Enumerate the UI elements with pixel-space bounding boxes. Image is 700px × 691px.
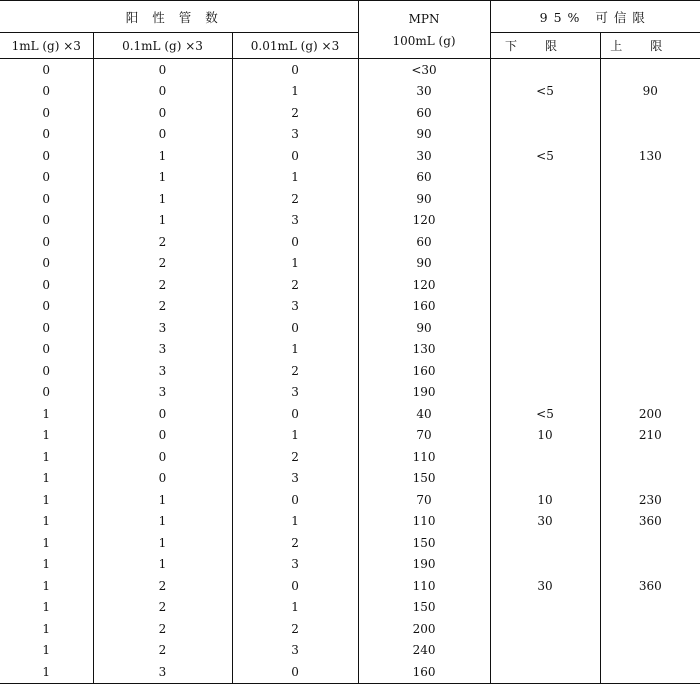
cell-0-01ml: 1 xyxy=(232,425,358,447)
cell-mpn: 60 xyxy=(358,102,490,124)
cell-lower-limit xyxy=(490,124,600,146)
table-row xyxy=(0,339,700,361)
cell-0-01ml: 2 xyxy=(232,102,358,124)
cell-lower-limit: 10 xyxy=(490,425,600,447)
cell-1ml: 1 xyxy=(0,661,93,683)
cell-mpn: 150 xyxy=(358,597,490,619)
cell-1ml: 0 xyxy=(0,339,93,361)
table-row xyxy=(0,532,700,554)
cell-upper-limit: 130 xyxy=(638,148,662,163)
cell-lower-limit xyxy=(490,554,600,576)
cell-upper-limit xyxy=(600,317,700,339)
cell-0-01ml: 2 xyxy=(232,532,358,554)
cell-0-1ml: 1 xyxy=(93,210,232,232)
cell-mpn: 130 xyxy=(358,339,490,361)
table-row xyxy=(0,597,700,619)
cell-lower-limit xyxy=(490,59,600,81)
cell-upper-limit: 210 xyxy=(638,428,662,443)
cell-0-1ml: 1 xyxy=(93,532,232,554)
cell-0-1ml: 2 xyxy=(93,274,232,296)
cell-0-01ml: 2 xyxy=(232,446,358,468)
cell-upper-limit xyxy=(600,124,700,146)
col-0-01ml-header: 0.01mL (g) ×3 xyxy=(232,33,358,59)
cell-mpn: 160 xyxy=(358,360,490,382)
cell-1ml: 0 xyxy=(0,81,93,103)
cell-lower-limit xyxy=(490,640,600,662)
cell-lower-limit xyxy=(490,618,600,640)
col-0-1ml-header: 0.1mL (g) ×3 xyxy=(93,33,232,59)
cell-1ml: 0 xyxy=(0,124,93,146)
cell-mpn: 90 xyxy=(358,317,490,339)
table-row xyxy=(0,102,700,124)
cell-lower-limit xyxy=(490,167,600,189)
positive-tubes-header: 阳性管数 xyxy=(0,1,358,33)
cell-upper-limit xyxy=(600,231,700,253)
cell-mpn: 190 xyxy=(358,554,490,576)
table-row xyxy=(0,210,700,232)
cell-0-01ml: 0 xyxy=(232,317,358,339)
cell-1ml: 0 xyxy=(0,167,93,189)
cell-upper-limit xyxy=(600,253,700,275)
cell-1ml: 1 xyxy=(0,489,93,511)
cell-1ml: 0 xyxy=(0,102,93,124)
cell-upper-limit: 200 xyxy=(638,406,662,421)
cell-0-01ml: 2 xyxy=(232,618,358,640)
cell-lower-limit xyxy=(490,188,600,210)
cell-1ml: 1 xyxy=(0,575,93,597)
table-row xyxy=(0,253,700,275)
cell-lower-limit: 30 xyxy=(490,511,600,533)
cell-mpn: 240 xyxy=(358,640,490,662)
table-row xyxy=(0,661,700,683)
cell-0-01ml: 1 xyxy=(232,339,358,361)
table-row xyxy=(0,360,700,382)
cell-1ml: 0 xyxy=(0,188,93,210)
table-row xyxy=(0,145,700,167)
table-row xyxy=(0,231,700,253)
cell-mpn: 70 xyxy=(358,425,490,447)
cell-0-01ml: 3 xyxy=(232,296,358,318)
table-row xyxy=(0,425,700,447)
cell-mpn: 110 xyxy=(358,446,490,468)
cell-upper-limit xyxy=(600,554,700,576)
cell-0-01ml: 0 xyxy=(232,575,358,597)
header-row-1 xyxy=(0,1,700,33)
cell-0-1ml: 0 xyxy=(93,59,232,81)
cell-mpn: 40 xyxy=(358,403,490,425)
cell-0-01ml: 1 xyxy=(232,167,358,189)
cell-upper-limit: 360 xyxy=(638,578,662,593)
cell-0-01ml: 2 xyxy=(232,188,358,210)
cell-lower-limit xyxy=(490,296,600,318)
cell-upper-limit xyxy=(600,532,700,554)
cell-lower-limit xyxy=(490,597,600,619)
cell-0-1ml: 3 xyxy=(93,317,232,339)
cell-upper-limit: 230 xyxy=(638,492,662,507)
cell-0-01ml: 2 xyxy=(232,274,358,296)
cell-lower-limit xyxy=(490,532,600,554)
cell-0-1ml: 0 xyxy=(93,102,232,124)
cell-0-1ml: 2 xyxy=(93,597,232,619)
cell-0-1ml: 2 xyxy=(93,296,232,318)
cell-lower-limit xyxy=(490,274,600,296)
cell-1ml: 1 xyxy=(0,554,93,576)
cell-0-1ml: 1 xyxy=(93,145,232,167)
cell-mpn: 90 xyxy=(358,188,490,210)
cell-mpn: 150 xyxy=(358,468,490,490)
cell-mpn: 30 xyxy=(358,81,490,103)
cell-mpn: 70 xyxy=(358,489,490,511)
cell-mpn: 160 xyxy=(358,296,490,318)
table-row xyxy=(0,640,700,662)
cell-0-01ml: 3 xyxy=(232,640,358,662)
cell-0-01ml: 0 xyxy=(232,403,358,425)
cell-1ml: 1 xyxy=(0,425,93,447)
cell-upper-limit xyxy=(600,59,700,81)
cell-upper-limit xyxy=(600,597,700,619)
cell-upper-limit xyxy=(600,274,700,296)
cell-upper-limit xyxy=(600,296,700,318)
cell-mpn: 200 xyxy=(358,618,490,640)
table-row xyxy=(0,468,700,490)
cell-1ml: 1 xyxy=(0,618,93,640)
cell-lower-limit xyxy=(490,317,600,339)
cell-mpn: 160 xyxy=(358,661,490,683)
cell-lower-limit xyxy=(490,661,600,683)
cell-lower-limit: <5 xyxy=(490,145,600,167)
cell-lower-limit xyxy=(490,382,600,404)
cell-mpn: 120 xyxy=(358,274,490,296)
cell-1ml: 1 xyxy=(0,468,93,490)
cell-upper-limit xyxy=(600,167,700,189)
cell-0-1ml: 2 xyxy=(93,253,232,275)
cell-0-01ml: 2 xyxy=(232,360,358,382)
table-row xyxy=(0,575,700,597)
cell-1ml: 0 xyxy=(0,253,93,275)
cell-0-01ml: 0 xyxy=(232,59,358,81)
cell-lower-limit: 10 xyxy=(490,489,600,511)
cell-lower-limit xyxy=(490,231,600,253)
header-row-2 xyxy=(0,33,700,59)
cell-upper-limit xyxy=(600,102,700,124)
cell-1ml: 0 xyxy=(0,382,93,404)
table-row xyxy=(0,554,700,576)
cell-upper-limit xyxy=(600,468,700,490)
cell-lower-limit xyxy=(490,446,600,468)
upper-limit-header: 上限 xyxy=(600,33,700,59)
cell-mpn: <30 xyxy=(358,59,490,81)
mpn-header-line2: 100mL (g) xyxy=(392,33,456,48)
cell-upper-limit: 90 xyxy=(642,84,658,99)
table-row xyxy=(0,81,700,103)
cell-0-01ml: 3 xyxy=(232,554,358,576)
cell-upper-limit xyxy=(600,382,700,404)
cell-0-01ml: 1 xyxy=(232,597,358,619)
col-1ml-header: 1mL (g) ×3 xyxy=(0,33,93,59)
table-row xyxy=(0,167,700,189)
cell-0-01ml: 0 xyxy=(232,231,358,253)
cell-mpn: 60 xyxy=(358,167,490,189)
cell-1ml: 0 xyxy=(0,59,93,81)
table-row xyxy=(0,274,700,296)
cell-mpn: 150 xyxy=(358,532,490,554)
cell-0-1ml: 0 xyxy=(93,446,232,468)
cell-0-01ml: 1 xyxy=(232,511,358,533)
mpn-header xyxy=(358,1,490,59)
cell-lower-limit xyxy=(490,339,600,361)
cell-mpn: 110 xyxy=(358,575,490,597)
table-row xyxy=(0,296,700,318)
cell-0-1ml: 3 xyxy=(93,382,232,404)
cell-0-01ml: 0 xyxy=(232,661,358,683)
cell-1ml: 0 xyxy=(0,274,93,296)
mpn-header-line1: MPN xyxy=(408,11,440,26)
cell-0-01ml: 0 xyxy=(232,489,358,511)
confidence-limit-header: 95% 可信限 xyxy=(490,1,700,33)
cell-1ml: 1 xyxy=(0,403,93,425)
table-row xyxy=(0,59,700,81)
cell-mpn: 120 xyxy=(358,210,490,232)
cell-upper-limit xyxy=(600,210,700,232)
cell-lower-limit: 30 xyxy=(490,575,600,597)
cell-1ml: 1 xyxy=(0,640,93,662)
cell-0-1ml: 1 xyxy=(93,554,232,576)
cell-1ml: 0 xyxy=(0,231,93,253)
cell-0-1ml: 2 xyxy=(93,640,232,662)
cell-upper-limit xyxy=(600,339,700,361)
cell-mpn: 90 xyxy=(358,124,490,146)
cell-0-1ml: 3 xyxy=(93,661,232,683)
cell-upper-limit: 360 xyxy=(638,514,662,529)
cell-lower-limit xyxy=(490,210,600,232)
cell-0-1ml: 2 xyxy=(93,575,232,597)
cell-1ml: 0 xyxy=(0,317,93,339)
cell-upper-limit xyxy=(600,661,700,683)
table-row xyxy=(0,489,700,511)
cell-0-1ml: 0 xyxy=(93,403,232,425)
cell-lower-limit xyxy=(490,253,600,275)
cell-mpn: 90 xyxy=(358,253,490,275)
cell-0-1ml: 3 xyxy=(93,339,232,361)
cell-1ml: 1 xyxy=(0,446,93,468)
cell-0-01ml: 3 xyxy=(232,382,358,404)
table-row xyxy=(0,382,700,404)
table-row xyxy=(0,317,700,339)
table-row xyxy=(0,124,700,146)
cell-0-01ml: 1 xyxy=(232,81,358,103)
cell-0-1ml: 0 xyxy=(93,468,232,490)
lower-limit-header: 下限 xyxy=(490,33,600,59)
cell-upper-limit xyxy=(600,618,700,640)
cell-lower-limit xyxy=(490,468,600,490)
cell-0-1ml: 3 xyxy=(93,360,232,382)
cell-0-01ml: 3 xyxy=(232,124,358,146)
table-row xyxy=(0,446,700,468)
cell-0-01ml: 0 xyxy=(232,145,358,167)
cell-0-1ml: 1 xyxy=(93,167,232,189)
cell-upper-limit xyxy=(600,360,700,382)
cell-0-1ml: 0 xyxy=(93,81,232,103)
table-row xyxy=(0,188,700,210)
cell-0-1ml: 2 xyxy=(93,618,232,640)
cell-lower-limit: <5 xyxy=(490,81,600,103)
table-row xyxy=(0,403,700,425)
cell-lower-limit xyxy=(490,360,600,382)
cell-1ml: 1 xyxy=(0,511,93,533)
cell-1ml: 1 xyxy=(0,532,93,554)
cell-1ml: 0 xyxy=(0,145,93,167)
cell-mpn: 30 xyxy=(358,145,490,167)
cell-mpn: 60 xyxy=(358,231,490,253)
cell-mpn: 190 xyxy=(358,382,490,404)
cell-0-01ml: 3 xyxy=(232,468,358,490)
cell-0-1ml: 1 xyxy=(93,188,232,210)
cell-1ml: 0 xyxy=(0,360,93,382)
cell-0-01ml: 3 xyxy=(232,210,358,232)
table-body xyxy=(0,59,700,684)
cell-lower-limit xyxy=(490,102,600,124)
cell-mpn: 110 xyxy=(358,511,490,533)
table-row xyxy=(0,618,700,640)
cell-lower-limit: <5 xyxy=(490,403,600,425)
cell-1ml: 0 xyxy=(0,210,93,232)
cell-upper-limit xyxy=(600,446,700,468)
cell-upper-limit xyxy=(600,188,700,210)
cell-0-01ml: 1 xyxy=(232,253,358,275)
table-row xyxy=(0,511,700,533)
cell-0-1ml: 2 xyxy=(93,231,232,253)
cell-1ml: 1 xyxy=(0,597,93,619)
cell-0-1ml: 1 xyxy=(93,511,232,533)
cell-upper-limit xyxy=(600,640,700,662)
cell-0-1ml: 1 xyxy=(93,489,232,511)
cell-1ml: 0 xyxy=(0,296,93,318)
cell-0-1ml: 0 xyxy=(93,425,232,447)
cell-0-1ml: 0 xyxy=(93,124,232,146)
